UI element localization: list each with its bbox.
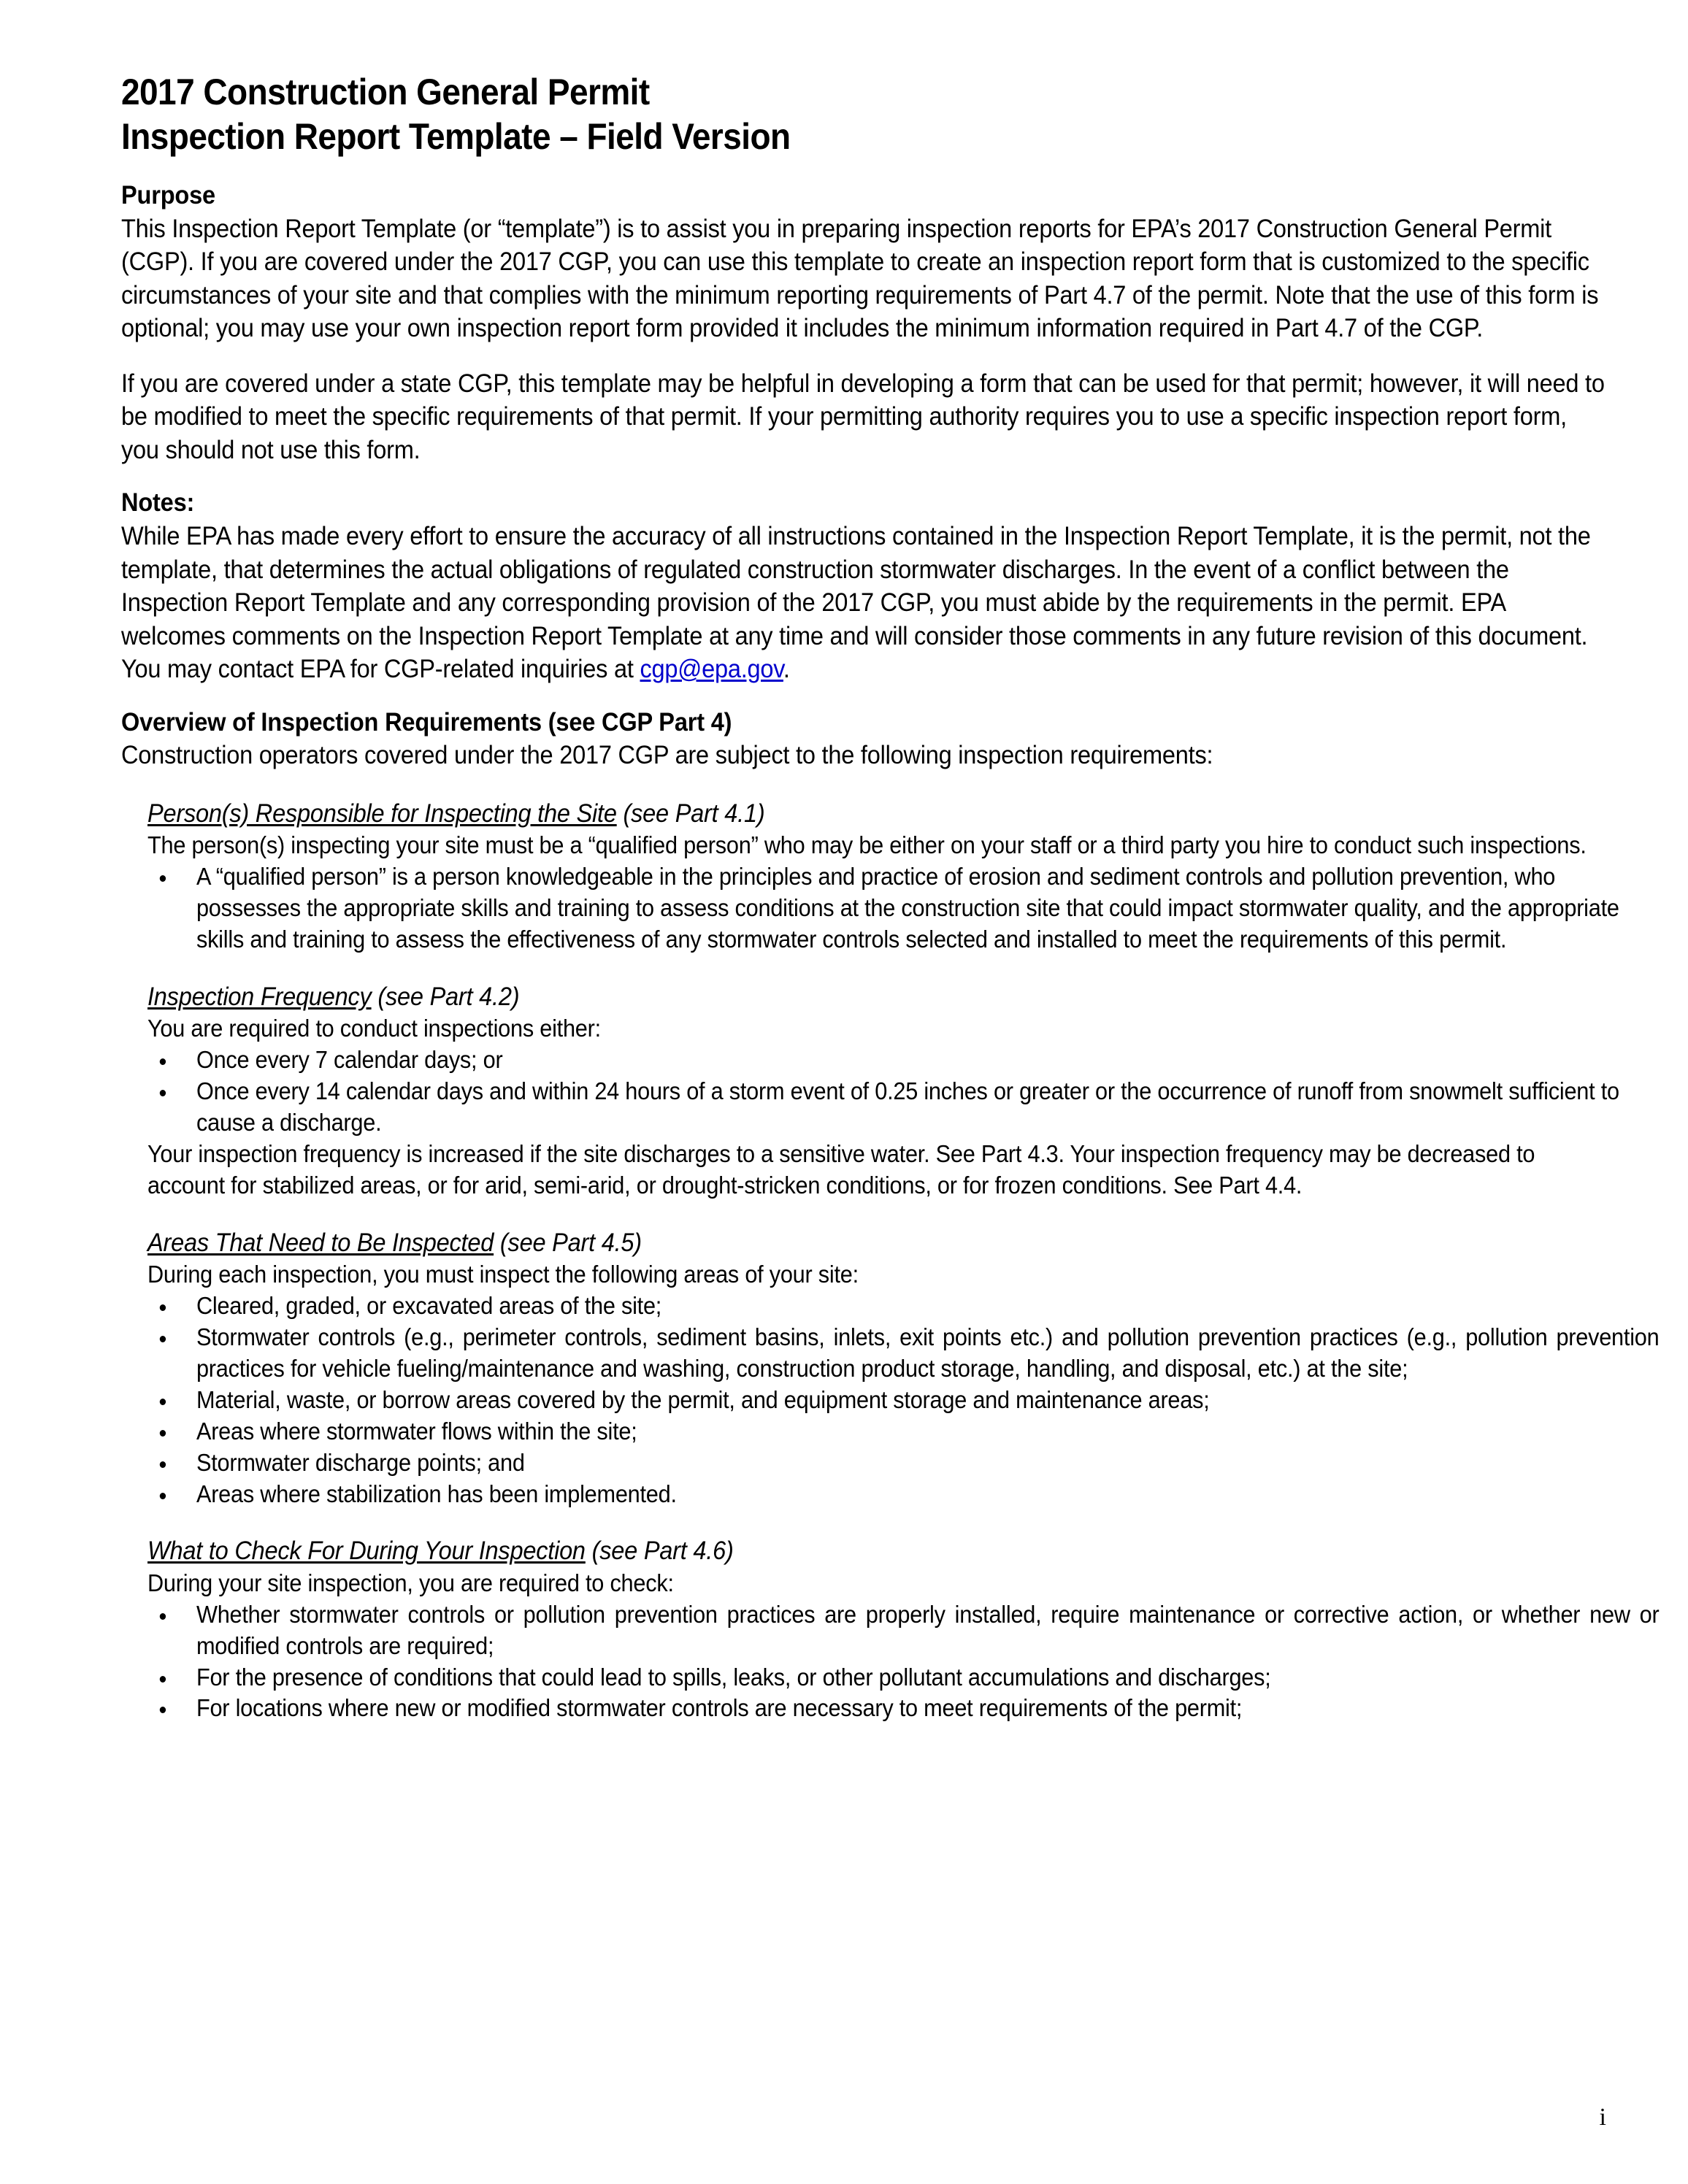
overview-intro: Construction operators covered under the 2017 CGP are subject to the following inspection requirements: (121, 741, 1213, 770)
purpose-paragraph-1: This Inspection Report Template (or “template”) is to assist you in preparing inspection reports for EPA’s 2017 Construction General Permit (CGP). If you are covered under the 2017 CGP, you can use this template to create an inspection report form that is customized to the specific circumstances of your site and that complies with the minimum reporting requirements of Part 4.7 of the permit. Note that the use of this form is optional; you may use your own inspection report form provided it includes the minimum information required in Part 4.7 of the CGP. (121, 214, 1599, 343)
list-item: Once every 14 calendar days and within 24 hours of a storm event of 0.25 inches or greater or the occurrence of runoff from snowmelt sufficient to cause a discharge. (147, 1076, 1659, 1139)
subsection-title: Person(s) Responsible for Inspecting the Site (147, 799, 617, 828)
document-content (121, 70, 1660, 1724)
list-item: Once every 7 calendar days; or (147, 1045, 1659, 1076)
subsection-intro: During your site inspection, you are required to check: (147, 1569, 674, 1596)
subsection-bullet-list (147, 1599, 1660, 1725)
notes-paragraph (121, 520, 1610, 686)
subsection-bullet-list (147, 1291, 1660, 1510)
subsection-what-to-check (147, 1534, 1660, 1724)
subsection-title: Areas That Need to Be Inspected (147, 1228, 494, 1257)
list-item: Material, waste, or borrow areas covered by the permit, and equipment storage and maintenance areas; (147, 1385, 1659, 1416)
subsection-intro: You are required to conduct inspections either: (147, 1015, 601, 1042)
overview-heading: Overview of Inspection Requirements (see CGP Part 4) (121, 707, 732, 737)
cgp-email-link[interactable]: cgp@epa.gov (640, 655, 783, 684)
purpose-heading: Purpose (121, 181, 215, 209)
subsection-bullet-list (147, 1045, 1619, 1139)
subsection-title: Inspection Frequency (147, 982, 372, 1011)
list-item: Whether stormwater controls or pollution prevention practices are properly installed, require maintenance or corrective action, or whether new or modified controls are required; (147, 1599, 1659, 1662)
title-line-2: Inspection Report Template – Field Version (121, 116, 791, 157)
subsection-outro: Your inspection frequency is increased if the site discharges to a sensitive water. See Part 4.3. Your inspection frequency may be decreased to account for stabilized areas, or for arid, semi-arid, or drought-stricken conditions, or for frozen conditions. See Part 4.4. (147, 1140, 1535, 1199)
title-line-1: 2017 Construction General Permit (121, 72, 650, 112)
subsection-inspection-frequency (147, 980, 1619, 1201)
list-item: Stormwater discharge points; and (147, 1447, 1659, 1479)
subsection-reference: (see Part 4.1) (616, 799, 765, 828)
notes-heading: Notes: (121, 488, 195, 518)
page-title (121, 70, 1492, 159)
list-item: Stormwater controls (e.g., perimeter controls, sediment basins, inlets, exit points etc.) and pollution prevention practices (e.g., pollution prevention practices for vehicle fueling/maintenance and washing, construction product storage, handling, and disposal, etc.) at the site; (147, 1322, 1659, 1385)
list-item: A “qualified person” is a person knowledgeable in the principles and practice of erosion and sediment controls and pollution prevention, who possesses the appropriate skills and training to assess conditions at the construction site that could impact stormwater quality, and the appropriate skills and training to assess the effectiveness of any stormwater controls selected and installed to meet the requirements of this permit. (147, 861, 1659, 956)
list-item: For locations where new or modified stormwater controls are necessary to meet requirements of the permit; (147, 1693, 1659, 1724)
subsection-person-responsible (147, 797, 1619, 956)
page-number: i (1599, 2104, 1606, 2131)
subsection-intro: During each inspection, you must inspect the following areas of your site: (147, 1261, 859, 1288)
subsection-reference: (see Part 4.6) (585, 1537, 734, 1566)
subsection-heading (147, 1534, 1508, 1568)
purpose-paragraph-2: If you are covered under a state CGP, this template may be helpful in developing a form that can be used for that permit; however, it will need to be modified to meet the specific requirements of that permit. If your permitting authority requires you to use a specific inspection report form, you should not use this form. (121, 369, 1605, 464)
subsection-areas-inspected (147, 1226, 1660, 1510)
subsection-title: What to Check For During Your Inspection (147, 1537, 586, 1566)
subsection-intro: The person(s) inspecting your site must be a “qualified person” who may be either on your staff or a third party you hire to conduct such inspections. (147, 831, 1587, 859)
subsection-heading (147, 1226, 1508, 1260)
subsection-heading (147, 980, 1508, 1014)
list-item: For the presence of conditions that could lead to spills, leaks, or other pollutant accumulations and discharges; (147, 1662, 1659, 1693)
notes-text-before-link: While EPA has made every effort to ensure the accuracy of all instructions contained in the Inspection Report Template, it is the permit, not the template, that determines the actual obligations of regulated construction stormwater discharges. In the event of a conflict between the Inspection Report Template and any corresponding provision of the 2017 CGP, you must abide by the requirements in the permit. EPA welcomes comments on the Inspection Report Template at any time and will consider those comments in any future revision of this document. You may contact EPA for CGP-related inquiries at (121, 522, 1591, 684)
list-item: Areas where stabilization has been implemented. (147, 1479, 1659, 1510)
notes-text-after-link: . (783, 655, 790, 684)
list-item: Cleared, graded, or excavated areas of the site; (147, 1291, 1659, 1322)
list-item: Areas where stormwater flows within the site; (147, 1416, 1659, 1447)
subsection-reference: (see Part 4.5) (494, 1228, 642, 1257)
subsection-reference: (see Part 4.2) (371, 982, 520, 1011)
subsection-bullet-list (147, 861, 1619, 956)
subsection-heading (147, 797, 1508, 831)
